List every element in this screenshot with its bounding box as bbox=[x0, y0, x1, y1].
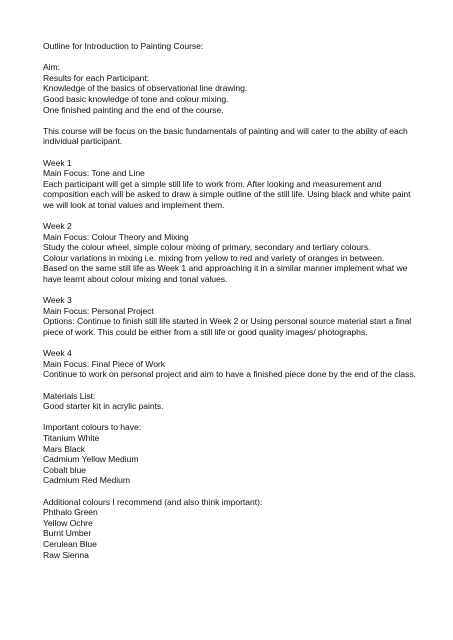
aim-heading: Aim: bbox=[43, 62, 60, 73]
important-colours-heading: Important colours to have: bbox=[43, 422, 142, 433]
materials-heading: Materials List: bbox=[43, 390, 96, 401]
week-title: Week 3 bbox=[43, 295, 72, 306]
colour-item: Mars Black bbox=[43, 443, 85, 454]
colour-item: Cadmium Yellow Medium bbox=[43, 454, 139, 465]
document-title: Outline for Introduction to Painting Course: bbox=[43, 41, 204, 51]
week-focus: Main Focus: Tone and Line bbox=[43, 168, 145, 179]
intro-section bbox=[43, 126, 419, 147]
week-title: Week 1 bbox=[43, 157, 72, 168]
results-heading: Results for each Participant: bbox=[43, 72, 150, 83]
result-item: Knowledge of the basics of observational line drawing. bbox=[43, 83, 248, 94]
important-colours-section bbox=[43, 422, 419, 486]
week-paragraph: Study the colour wheel, simple colour mixing of primary, secondary and tertiary colours. bbox=[43, 242, 371, 253]
week-title: Week 2 bbox=[43, 221, 72, 232]
week-paragraph: Based on the same still life as Week 1 and approaching it in a similar manner implement what we have learnt about colour mixing and tonal values. bbox=[43, 263, 408, 285]
materials-section bbox=[43, 391, 419, 412]
week-2-section bbox=[43, 221, 419, 285]
week-focus: Main Focus: Final Piece of Work bbox=[43, 358, 165, 369]
aim-section bbox=[43, 62, 419, 115]
week-title: Week 4 bbox=[43, 348, 72, 359]
document-title-block bbox=[43, 41, 419, 52]
document-page bbox=[43, 41, 419, 571]
colour-item: Cobalt blue bbox=[43, 464, 86, 475]
colour-item: Cadmium Red Medium bbox=[43, 475, 130, 486]
colour-item: Cerulean Blue bbox=[43, 538, 97, 549]
result-item: One finished painting and the end of the course. bbox=[43, 104, 224, 115]
week-paragraph: Continue to work on personal project and aim to have a finished piece done by the end of the class. bbox=[43, 369, 416, 380]
colour-item: Titanium White bbox=[43, 432, 100, 443]
colour-item: Yellow Ochre bbox=[43, 517, 93, 528]
week-paragraph: Colour variations in mixing i.e. mixing from yellow to red and variety of oranges in between. bbox=[43, 252, 385, 263]
week-1-section bbox=[43, 158, 419, 211]
materials-text: Good starter kit in acrylic paints. bbox=[43, 401, 164, 412]
additional-colours-section bbox=[43, 497, 419, 561]
week-paragraph: Options: Continue to finish still life started in Week 2 or Using personal source material start a final piece of work. This could be either from a still life or good quality images/ photographs. bbox=[43, 316, 412, 338]
colour-item: Phthalo Green bbox=[43, 507, 98, 518]
colour-item: Raw Sienna bbox=[43, 549, 89, 560]
colour-item: Burnt Umber bbox=[43, 528, 92, 539]
week-focus: Main Focus: Colour Theory and Mixing bbox=[43, 231, 189, 242]
week-4-section bbox=[43, 348, 419, 380]
result-item: Good basic knowledge of tone and colour mixing. bbox=[43, 93, 229, 104]
week-focus: Main Focus: Personal Project bbox=[43, 305, 154, 316]
week-3-section bbox=[43, 295, 419, 337]
additional-colours-heading: Additional colours I recommend (and also think important): bbox=[43, 496, 263, 507]
week-paragraph: Each participant will get a simple still life to work from. After looking and measurement and composition each will be asked to draw a simple outline of the still life. Using black and white paint we will look at tonal values and implement them. bbox=[43, 178, 411, 210]
intro-paragraph: This course will be focus on the basic fundamentals of painting and will cater to the ability of each individual participant. bbox=[43, 125, 408, 147]
